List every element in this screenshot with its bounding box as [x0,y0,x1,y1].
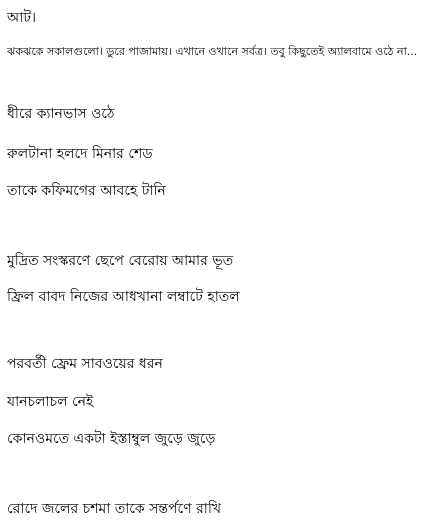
stanza-4-line-1: রোদে জলের চশমা তাকে সন্তর্পণে রাখি [7,501,222,517]
poem-number-heading: আট। [7,10,36,26]
stanza-1-line-3: তাকে কফিমগের আবহে টানি [7,183,166,199]
stanza-3-line-1: পরবর্তী ফ্রেম সাবওয়ের ধরন [7,356,163,372]
stanza-3-line-3: কোনওমতে একটা ইস্তাম্বুল জুড়ে জুড়ে [7,431,216,447]
intro-line: ঝকঝকে সকালগুলো। ডুরে পাজামায়। এখানে ওখানে সর্বত্র। তবু কিছুতেই অ্যালবামে ওঠে না... [7,45,418,58]
stanza-2-line-2: ফ্রিল বাবদ নিজের আধখানা লম্বাটে হাতল [7,289,240,305]
stanza-1-line-2: রুলটানা হলদে মিনার শেড [7,146,153,162]
stanza-3-line-2: যানচলাচল নেই [7,394,94,410]
stanza-1-line-1: ধীরে ক্যানভাস ওঠে [7,106,115,122]
stanza-2-line-1: মুদ্রিত সংস্করণে ছেপে বেরোয় আমার ভূত [7,253,234,269]
